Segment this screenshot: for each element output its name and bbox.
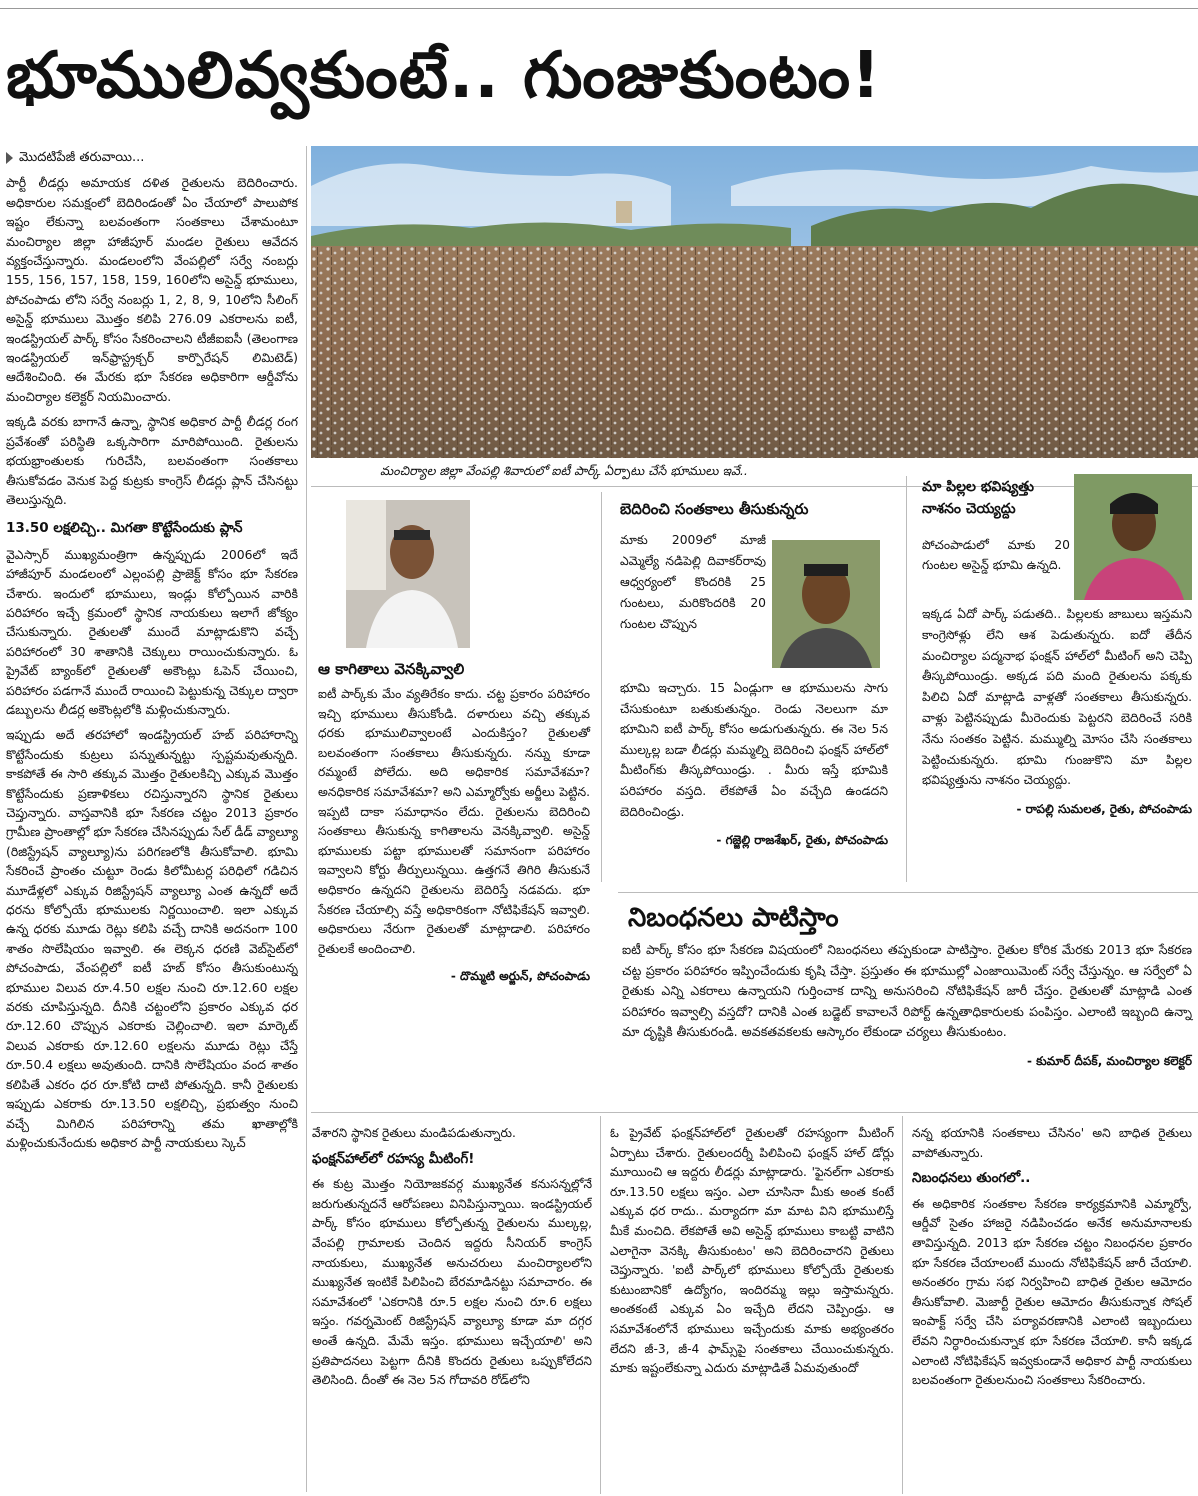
kicker: [6, 148, 298, 167]
quote-signature: - రాపల్లి సుమలత, రైతు, పోచంపాడు: [1016, 802, 1192, 817]
column-divider: [600, 1116, 601, 1494]
portrait-gajjelli-rajashekar: [772, 540, 880, 668]
box-heading-line: మా పిల్లల భవిష్యత్తు: [922, 479, 1034, 495]
column-divider: [906, 476, 907, 882]
column-divider: [902, 1116, 903, 1494]
column-divider: [601, 492, 602, 882]
article-paragraph: వైఎస్సార్ ముఖ్యమంత్రిగా ఉన్నప్పుడు 2006లో ఇదే హాజీపూర్ మండలంలో ఎల్లంపల్లి ప్రాజెక్ట్ కోసం భూ సేకరణ చేశారు. ఇందులో భూములు, ఇండ్లు కోల్పోయిన వారికి పరిహారం ఇచ్చే క్రమంలో స్థానిక నాయకులు ఇలాగే జోక్యం చేసుకున్నారు. రైతులతో ముందే మాట్లాడుకొని వచ్చే పరిహారంలో 30 శాతానికి చెక్కులు రాయించుకున్నారు. ఓ ప్రైవేట్ బ్యాంక్‌లో రైతులతో అకౌంట్లు ఓపెన్ చేయించి, పరిహారం పడగానే ముందే రాయించి పెట్టుకున్న చెక్కుల ద్వారా డబ్బులను లీడర్ల అకౌంట్లలోకి మళ్లించుకున్నారు.: [6, 546, 298, 717]
quote-text: ఐటీ పార్క్‌కు మేం వ్యతిరేకం కాదు. చట్ట ప్రకారం పరిహారం ఇచ్చి భూములు తీసుకోండి. దళారులు వచ్చి తక్కువ ధరకు భూములివ్వాలంటే ఎందుకిస్తం? రైతులతో బలవంతంగా సంతకాలు తీసుకున్నరు. నన్ను కూడా రమ్మంటే పోలేదు. అది అధికారిక సమావేశమా? అనధికారిక సమావేశమా? అని ఎమ్మార్వోకు అర్జీలు పెట్టిన. ఇప్పటి దాకా సమాధానం లేదు. రైతులను బెదిరించి సంతకాలు తీసుకున్న కాగితాలను వెనక్కివ్వాలి. అసైన్డ్ భూములకు పట్టా భూములతో సమానంగా పరిహారం ఇవ్వాలని కోర్టు తీర్పులున్నయి. ఉత్తగనే తిగిరి తీసుకునే అధికారం ఉన్నదని రైతులను బెదిరిస్తే నడవదు. భూ సేకరణ చేయాల్సి వస్తే అధికారికంగా నోటిఫికేషన్ ఇవ్వాలి. అధికారులు నేరుగా రైతులతో మాట్లాడాలి. పరిహారం రైతులకే అందించాలి.: [318, 687, 590, 956]
article-paragraph: ఇక్కడి వరకు బాగానే ఉన్నా, స్థానిక అధికార పార్టీ లీడర్ల రంగ ప్రవేశంతో పరిస్థితి ఒక్కసారిగా మారిపోయింది. రైతులను భయభ్రాంతులకు గురిచేసి, బలవంతంగా సంతకాలు తీసుకోవడం వెనుక పెద్ద కుట్రకు కాంగ్రెస్ లీడర్లు ప్లాన్ చేసినట్టు తెలుస్తున్నది.: [6, 414, 298, 507]
article-paragraph: ఈ అధికారిక సంతకాల సేకరణ కార్యక్రమానికి ఎమ్మార్వో, ఆర్డీవో సైతం హాజరై నడిపించడం అనేక అనుమానాలకు తావిస్తున్నది. 2013 భూ సేకరణ చట్టం నిబంధనల ప్రకారం భూ సేకరణ చేయాలంటే ముందు నోటిఫికేషన్ జారీ చేయాలి. అనంతరం గ్రామ సభ నిర్వహించి బాధిత రైతుల ఆమోదం తీసుకోవాలి. మెజార్టీ రైతుల ఆమోదం తీసుకున్నాక సోషల్ ఇంపాక్ట్ సర్వే చేసి పర్యావరణానికి ఎలాంటి ఇబ్బందులు లేవని నిర్ధారించుకున్నాక భూ సేకరణ చేయాలి. కానీ ఇక్కడ ఎలాంటి నోటిఫికేషన్ ఇవ్వకుండానే అధికార పార్టీ నాయకులు బలవంతంగా రైతులనుంచి సంతకాలు సేకరించారు.: [912, 1196, 1192, 1388]
cotton-field-photo: [311, 146, 1198, 458]
article-subhead: నిబంధనలు తుంగలో..: [912, 1170, 1031, 1187]
quote-text: పోచంపాడులో మాకు 20 గుంటల అసైన్డ్ భూమి ఉన్నది.: [922, 538, 1070, 572]
quote-signature: - గజ్జెల్లి రాజశేఖర్, రైతు, పోచంపాడు: [716, 833, 888, 848]
box4-body: [622, 940, 1192, 1072]
box-heading: నిబంధనలు పాటిస్తాం: [628, 903, 839, 933]
bottom-column-3: [610, 1124, 894, 1494]
person-photo-icon: [1074, 474, 1192, 600]
article-subhead: 13.50 లక్షలిచ్చి.. మిగతా కొట్టేసేందుకు ప్లాన్: [6, 520, 243, 537]
box2-narrow: [620, 530, 766, 641]
quote-signature: - దొమ్మటి అర్జున్, పోచంపాడు: [450, 969, 590, 984]
kicker-text: మొదటిపేజీ తరువాయి...: [19, 150, 145, 165]
photo-caption: మంచిర్యాల జిల్లా వేంపల్లి శివారులో ఐటీ పార్క్ ఏర్పాటు చేసే భూములు ఇవే..: [380, 463, 748, 478]
article-paragraph: ఇప్పుడు అదే తరహాలో ఇండస్ట్రియల్ హబ్ పరిహారాన్ని కొట్టేసేందుకు కుట్రలు పన్నుతున్నట్టు స్పష్టమవుతున్నది. కాకపోతే ఈ సారి తక్కువ మొత్తం రైతులకిచ్చి ఎక్కువ మొత్తం కొట్టేసేందుకు ప్రణాళికలు రచిస్తున్నారని స్థానిక రైతులు చెప్తున్నారు. వాస్తవానికి భూ సేకరణ చట్టం 2013 ప్రకారం గ్రామీణ ప్రాంతాల్లో భూ సేకరణ చేసినప్పుడు సేల్ డీడ్ వ్యాల్యూ (రిజిస్ట్రేషన్ వ్యాల్యూ)ను పరిగణలోకి తీసుకోవాలి. భూమి సేకరించే ప్రాంతం చుట్టూ రెండు కిలోమీటర్ల పరిధిలో గడిచిన మూడేళ్లలో ఎక్కువ రిజిస్ట్రేషన్ వ్యాల్యూ ఎంత ఉన్నదో అదే ధరను కోల్పోయే భూములకు నిర్ణయించాలి. ఇలా ఎక్కువ ఉన్న ధరకు మూడు రెట్లు కలిపి వచ్చే దానికి అదనంగా 100 శాతం సొలేషియం ఇవ్వాలి. ఈ లెక్కన ధరణి వెబ్‌సైట్‌లో పోచంపాడు, వేంపల్లిలో ఐటీ హబ్ కోసం తీసుకుంటున్న భూముల విలువ రూ.4.50 లక్షల నుంచి రూ.12.60 లక్షల వరకు చూపిస్తున్నది. దీనికి చట్టంలోని ప్రకారం ఎక్కువ ధర రూ.12.60 చొప్పున ఎకరాకు చెల్లించాలి. ఇలా మార్కెట్ విలువ ఎకరాకు రూ.12.60 లక్షలను మూడు రెట్లు చేస్తే రూ.50.4 లక్షలు అవుతుంది. దానికి సొలేషియం వంద శాతం కలిపితే ఎకరం ధర రూ.కోటి దాటి పోతున్నది. కానీ రైతులకు ఇప్పుడు ఎకరాకు రూ.13.50 లక్షలిచ్చి, ప్రభుత్వం నుంచి వచ్చే మిగిలిన పరిహారాన్ని తమ ఖాతాల్లోకి మళ్లించుకునేందుకు అధికార పార్టీ నాయకులు స్కెచ్: [6, 727, 298, 1150]
quote-text: భూమి ఇచ్చారు. 15 ఏండ్లుగా ఆ భూములను సాగు చేసుకుంటూ బతుకుతున్నం. రెండు నెలలుగా మా భూమిని ఐటీ పార్క్ కోసం అడుగుతున్నరు. ఈ నెల 5న ముల్కల్ల బడా లీడర్లు మమ్మల్ని బెదిరించి ఫంక్షన్ హాల్‌లో మీటింగ్‌కు తీస్కపోయిండ్రు. . మీరు ఇస్తే భూమికి పరిహారం వస్తది. లేకపోతే ఏం వచ్చేది ఉండదని బెదిరించిండ్రు.: [620, 681, 888, 819]
box3-body: [922, 604, 1192, 820]
headline: భూములివ్వకుంటే.. గుంజుకుంటం!: [6, 39, 882, 113]
quote-text: ఐటీ పార్క్ కోసం భూ సేకరణ విషయంలో నిబంధనలు తప్పకుండా పాటిస్తాం. రైతుల కోరిక మేరకు 2013 భూ సేకరణ చట్ట ప్రకారం పరిహారం ఇప్పించేందుకు కృషి చేస్తా. ప్రస్తుతం ఈ భూముల్లో ఎంజాయిమెంట్ సర్వే చేస్తున్నం. ఆ సర్వేలో ఏ రైతుకు ఎన్ని ఎకరాలు ఉన్నాయని గుర్తించాక దాన్ని అనుసరించి నోటిఫికేషన్ జారీ చేస్తం. రైతులతో మాట్లాడి ఎంత పరిహారం ఇవ్వాల్సి వస్తదో? దానికి ఎంత బడ్జెట్ కావాలనే రిపోర్ట్ ఉన్నతాధికారులకు పంపిస్తం. ఎలాంటి ఇబ్బంది ఉన్నా మా దృష్టికి తీసుకురండి. అవకతవకలకు ఆస్కారం లేకుండా చర్యలు తీసుకుంటం.: [622, 942, 1192, 1040]
box-heading-line: నాశనం చెయ్యద్దు: [922, 501, 1016, 517]
article-paragraph: నన్న భయానికి సంతకాలు చేసినం' అని బాధిత రైతులు వాపోతున్నారు.: [912, 1126, 1192, 1160]
box-heading: [922, 476, 1072, 520]
bottom-column-2: [312, 1124, 592, 1494]
portrait-dommati-arjun: [346, 500, 470, 648]
box-heading: బెదిరించి సంతకాలు తీసుకున్నరు: [620, 500, 809, 518]
article-paragraph: ఈ కుట్ర మొత్తం నియోజకవర్గ ముఖ్యనేత కనుసన్నల్లోనే జరుగుతున్నదనే ఆరోపణలు వినిపిస్తున్నాయి. ఇండస్ట్రియల్ పార్క్ కోసం భూములు కోల్పోతున్న రైతులను ముల్కల్ల, వేంపల్లి గ్రామాలకు చెందిన ఇద్దరు సీనియర్ కాంగ్రెస్ నాయకులు, ముఖ్యనేత అనుచరులు మంచిర్యాలలోని ముఖ్యనేత ఇంటికే పిలిపించి బేరమాడినట్టు సమాచారం. ఈ సమావేశంలో 'ఎకరానికి రూ.5 లక్షల నుంచి రూ.6 లక్షలు ఇస్తం. గవర్నమెంట్ రిజిస్ట్రేషన్ వ్యాల్యూ కూడా మా దగ్గర అంతే ఉన్నది. మేమే ఇస్తం. భూములు ఇచ్చేయాలి' అని ప్రతిపాదనలు పెట్టగా దీనికి కొందరు రైతులు ఒప్పుకోలేదని తెలిసింది. దీంతో ఈ నెల 5న గోదావరి రోడ్‌లోని: [312, 1177, 592, 1388]
box-rule: [311, 1112, 1198, 1113]
box1-body: [318, 685, 590, 987]
quote-text: మాకు 2009లో మాజీ ఎమ్మెల్యే నడిపెల్లి దివాకర్‌రావు ఆధ్వర్యంలో కొందరికి 25 గుంటలు, మరికొందరికి 20 గుంటల చొప్పున: [620, 533, 766, 631]
article-paragraph: పార్టీ లీడర్లు అమాయక దళిత రైతులను బెదిరించారు. అధికారుల సమక్షంలో బెదిరిండంతో ఏం చేయాలో పాలుపోక ఇష్టం లేకున్నా బలవంతంగా సంతకాలు చేశామంటూ మంచిర్యాల జిల్లా హాజీపూర్ మండల రైతులు ఆవేదన వ్యక్తంచేస్తున్నారు. మండలంలోని వేంపల్లిలో సర్వే నంబర్లు 155, 156, 157, 158, 159, 160లోని అసైన్డ్ భూములు, పోచంపాడు లోని సర్వే నంబర్లు 1, 2, 8, 9, 10లోని సీలింగ్ అసైన్డ్ భూములు మొత్తం కలిపి 276.09 ఎకరాలను ఐటీ, ఇండస్ట్రియల్ పార్క్ కోసం సేకరించాలని టీజీఐఐసీ (తెలంగాణ ఇండస్ట్రియల్ ఇన్‌ఫ్రాస్ట్రక్చర్ కార్పొరేషన్ లిమిటెడ్) ఆదేశించింది. ఈ మేరకు భూ సేకరణ అధికారిగా ఆర్డీవోను మంచిర్యాల కలెక్టర్ నియమించారు.: [6, 175, 298, 404]
quote-text: ఇక్కడ ఏదో పార్క్ పడుతది.. పిల్లలకు జాబులు ఇస్తమని కాంగ్రెసోళ్లు లేని ఆశ పెడుతున్నరు. ఐదో తేదీన మంచిర్యాల పద్మనాభ ఫంక్షన్ హాల్‌లో మీటింగ్ అని చెప్పి తీస్కపోయిండ్రు. అక్కడ పది మంది రైతులను పక్కకు పిలిచి ఏదో మాట్లాడి వాళ్లతో సంతకాలు తీసుకున్నరు. వాళ్లు పెట్టినప్పుడు మీరెందుకు పెట్టరని బెదిరించే సరికి నేను సంతకం పెట్టిన. మమ్ముల్ని మోసం చేసి సంతకాలు పెట్టించుకున్నరు. భూమి గుంజుకొని మా పిల్లల భవిష్యత్తును నాశనం చెయ్యద్దు.: [922, 607, 1192, 788]
box-rule: [618, 892, 1198, 893]
person-photo-icon: [772, 540, 880, 668]
portrait-rapalli-sumalatha: [1074, 474, 1192, 600]
left-column: [6, 148, 298, 1493]
article-subhead: ఫంక్షన్‌హాల్‌లో రహస్య మీటింగ్!: [312, 1150, 475, 1167]
arrow-icon: [6, 152, 13, 164]
quote-signature: - కుమార్ దీపక్, మంచిర్యాల కలెక్టర్: [1027, 1053, 1192, 1068]
column-divider: [306, 146, 307, 1492]
box3-narrow: [922, 536, 1070, 581]
person-photo-icon: [346, 500, 470, 648]
box2-body: [620, 678, 888, 851]
box-heading: ఆ కాగితాలు వెనక్కివ్వాలి: [318, 660, 465, 678]
article-paragraph: ఓ ప్రైవేట్ ఫంక్షన్‌హాల్‌లో రైతులతో రహస్యంగా మీటింగ్ ఏర్పాటు చేశారు. రైతులందర్నీ పిలిపించి ఫంక్షన్ హాల్ డోర్లు మూయించి ఆ ఇద్దరు లీడర్లు మాట్లాడారు. 'ఫైనల్‌గా ఎకరాకు రూ.13.50 లక్షలు ఇస్తం. ఎలా చూసినా మీకు అంత కంటే ఎక్కువ ధర రాదు.. మర్యాదగా మా మాట విని భూములిస్తే మీకే మంచిది. లేకపోతే అవి అసైన్డ్ భూములు కాబట్టి వాటిని ఎలాగైనా వెనక్కి తీసుకుంటం' అని బెదిరించారని రైతులు చెప్తున్నారు. 'ఐటీ పార్క్‌లో భూములు కోల్పోయే రైతులకు కుటుంబానికో ఉద్యోగం, ఇందిరమ్మ ఇల్లు ఇస్తామన్నరు. అంతకంటే ఎక్కువ ఏం ఇచ్చేది లేదని చెప్పిండ్రు. ఆ సమావేశంలోనే భూములు ఇచ్చేందుకు మాకు అభ్యంతరం లేదని జీ-3, జీ-4 ఫామ్స్‌పై సంతకాలు చేయించుకున్నరు. మాకు ఇష్టంలేకున్నా ఎదురు మాట్లాడితే ఏమవుతుందో: [610, 1126, 894, 1376]
article-paragraph: వేశారని స్థానిక రైతులు మండిపడుతున్నారు.: [312, 1126, 516, 1140]
top-rule: [0, 8, 1198, 9]
field-image: [311, 146, 1198, 458]
bottom-column-4: [912, 1124, 1192, 1494]
